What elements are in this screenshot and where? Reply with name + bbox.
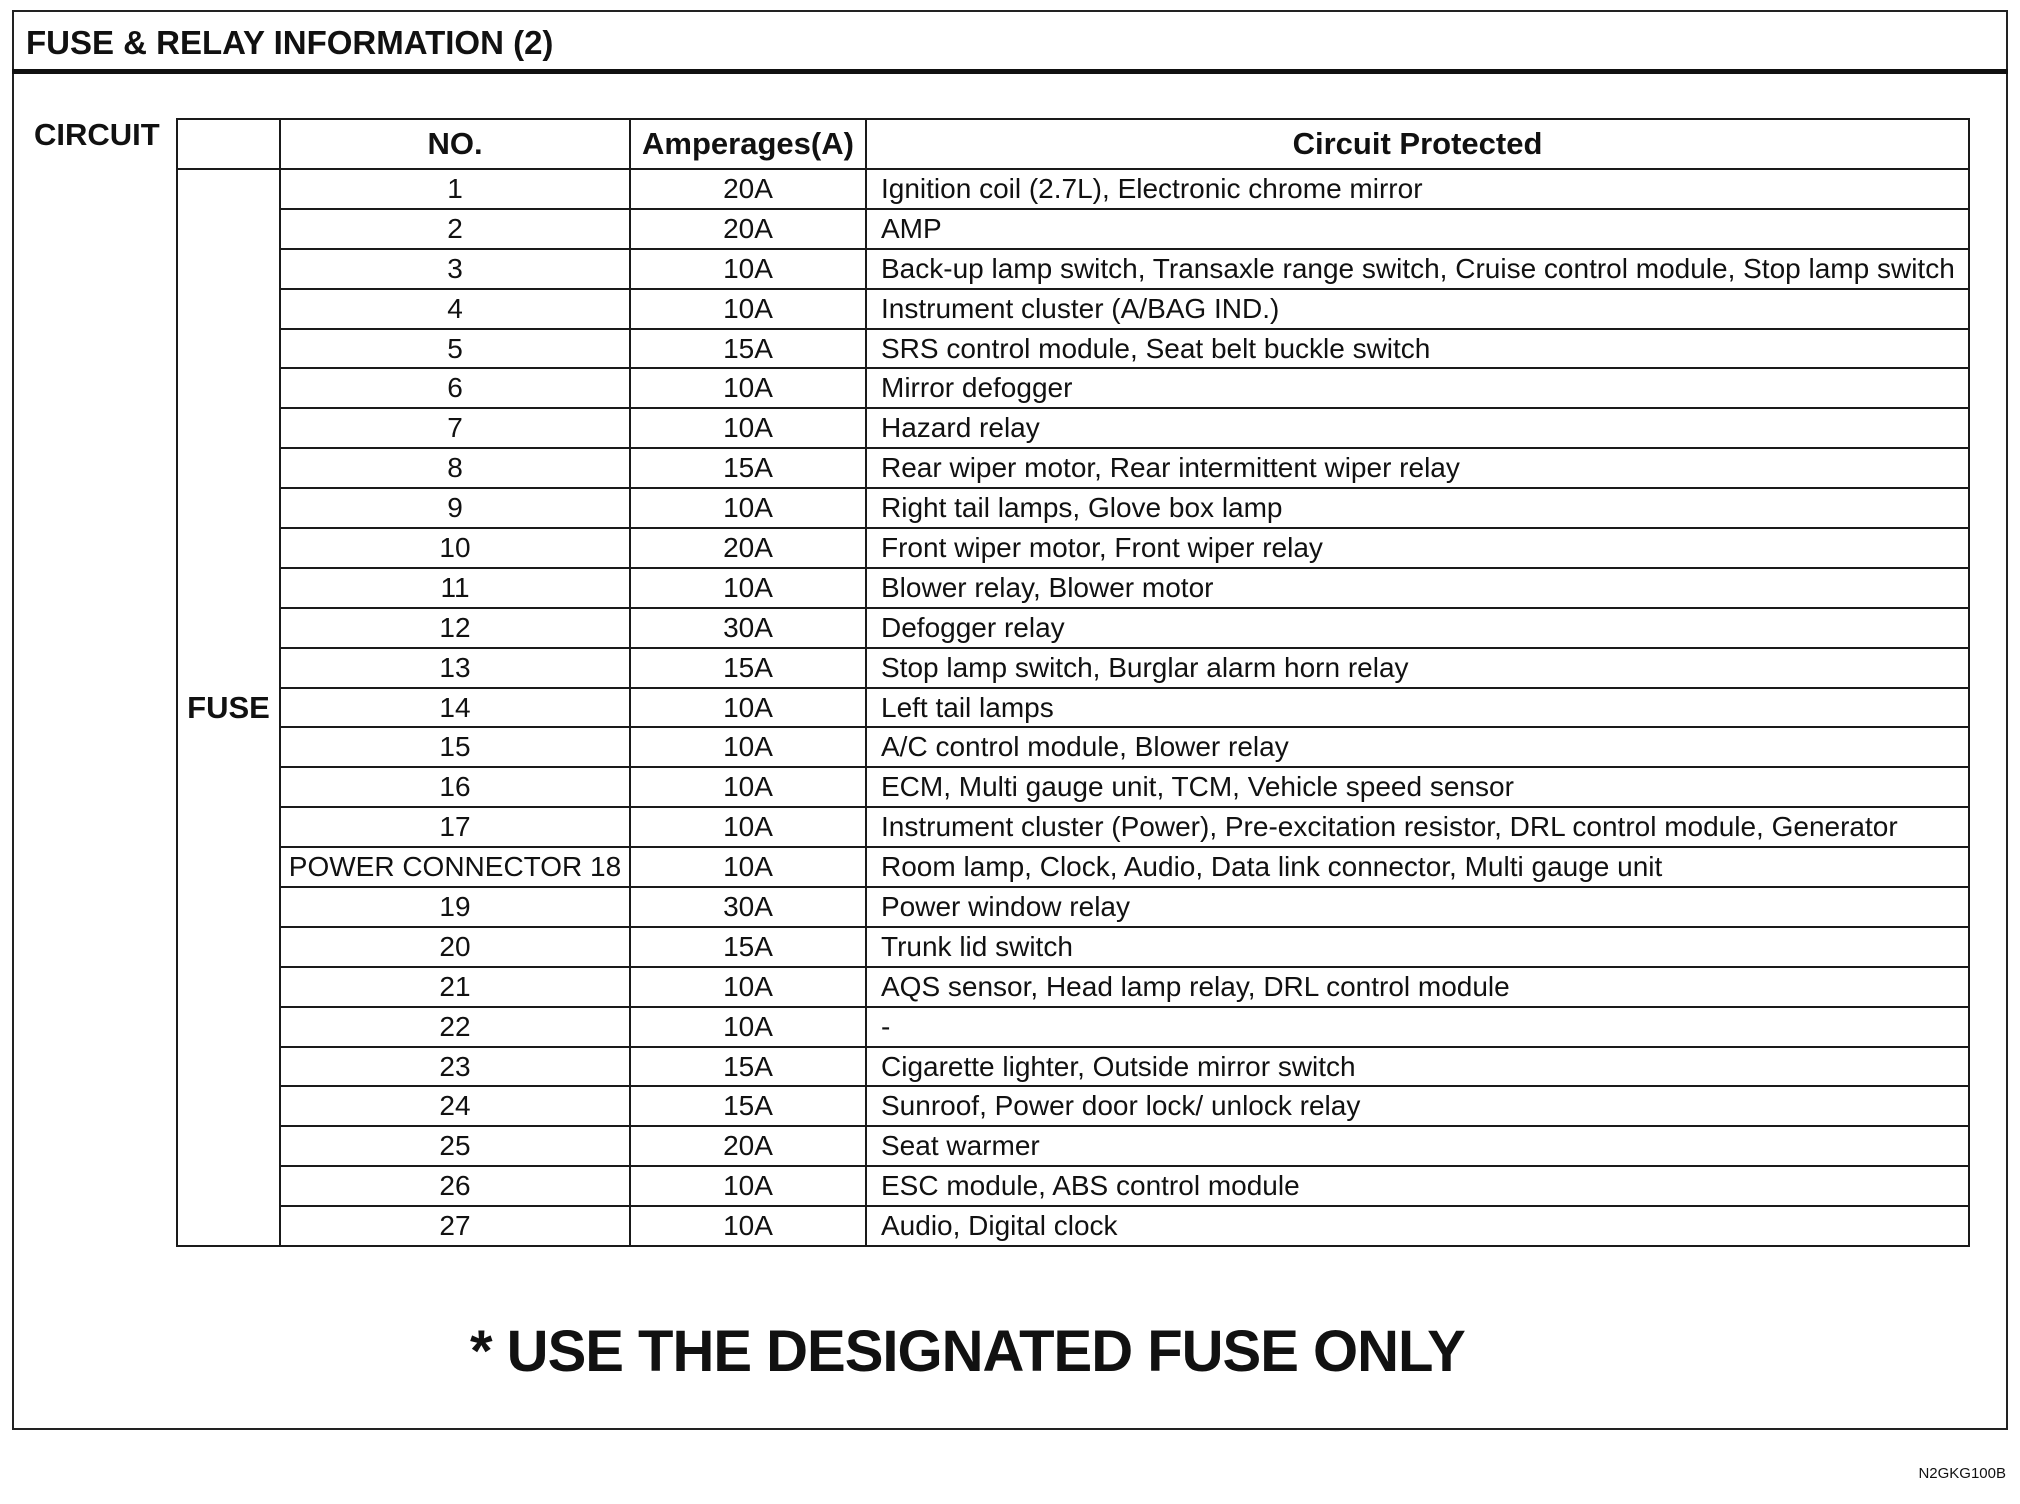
fuse-amperage: 10A xyxy=(630,488,866,528)
table-row xyxy=(177,528,1969,568)
fuse-number: 21 xyxy=(280,967,630,1007)
table-row xyxy=(177,1007,1969,1047)
table-row xyxy=(177,767,1969,807)
fuse-number: 3 xyxy=(280,249,630,289)
table-row xyxy=(177,648,1969,688)
table-row xyxy=(177,847,1969,887)
table-row xyxy=(177,488,1969,528)
footer-warning: * USE THE DESIGNATED FUSE ONLY xyxy=(470,1319,1465,1384)
circuit-protected: Seat warmer xyxy=(866,1126,1969,1166)
fuse-number: 16 xyxy=(280,767,630,807)
fuse-amperage: 10A xyxy=(630,1007,866,1047)
circuit-protected: Rear wiper motor, Rear intermittent wiper relay xyxy=(866,448,1969,488)
table-row xyxy=(177,1206,1969,1246)
fuse-number: 10 xyxy=(280,528,630,568)
circuit-protected: ESC module, ABS control module xyxy=(866,1166,1969,1206)
fuse-number: 6 xyxy=(280,368,630,408)
fuse-amperage: 20A xyxy=(630,528,866,568)
fuse-number: 13 xyxy=(280,648,630,688)
fuse-number: 23 xyxy=(280,1047,630,1087)
circuit-protected: Left tail lamps xyxy=(866,688,1969,728)
fuse-number: 25 xyxy=(280,1126,630,1166)
table-row xyxy=(177,368,1969,408)
circuit-protected: Blower relay, Blower motor xyxy=(866,568,1969,608)
header-circuit-protected: Circuit Protected xyxy=(866,119,1969,169)
fuse-amperage: 30A xyxy=(630,887,866,927)
table-header-row xyxy=(177,119,1969,169)
fuse-amperage: 10A xyxy=(630,289,866,329)
table-row xyxy=(177,249,1969,289)
circuit-protected: A/C control module, Blower relay xyxy=(866,727,1969,767)
table-row xyxy=(177,967,1969,1007)
page-title: FUSE & RELAY INFORMATION (2) xyxy=(26,24,554,61)
fuse-amperage: 10A xyxy=(630,249,866,289)
header-no: NO. xyxy=(280,119,630,169)
fuse-number: POWER CONNECTOR 18 xyxy=(280,847,630,887)
table-row xyxy=(177,1047,1969,1087)
fuse-amperage: 20A xyxy=(630,1126,866,1166)
circuit-label: CIRCUIT xyxy=(34,117,160,152)
fuse-number: 2 xyxy=(280,209,630,249)
fuse-amperage: 20A xyxy=(630,169,866,209)
circuit-protected: Cigarette lighter, Outside mirror switch xyxy=(866,1047,1969,1087)
fuse-amperage: 30A xyxy=(630,608,866,648)
fuse-amperage: 15A xyxy=(630,927,866,967)
table-row xyxy=(177,1166,1969,1206)
fuse-number: 27 xyxy=(280,1206,630,1246)
fuse-number: 9 xyxy=(280,488,630,528)
fuse-amperage: 10A xyxy=(630,767,866,807)
circuit-protected: Defogger relay xyxy=(866,608,1969,648)
fuse-number: 14 xyxy=(280,688,630,728)
fuse-table xyxy=(176,118,1970,1247)
circuit-protected: Room lamp, Clock, Audio, Data link connector, Multi gauge unit xyxy=(866,847,1969,887)
fuse-amperage: 10A xyxy=(630,368,866,408)
table-row xyxy=(177,408,1969,448)
table-row xyxy=(177,608,1969,648)
table-row xyxy=(177,1126,1969,1166)
table-row xyxy=(177,209,1969,249)
fuse-amperage: 15A xyxy=(630,648,866,688)
circuit-protected: ECM, Multi gauge unit, TCM, Vehicle speed sensor xyxy=(866,767,1969,807)
header-amperage: Amperages(A) xyxy=(630,119,866,169)
fuse-amperage: 15A xyxy=(630,448,866,488)
fuse-number: 15 xyxy=(280,727,630,767)
circuit-protected: SRS control module, Seat belt buckle switch xyxy=(866,329,1969,369)
circuit-protected: Mirror defogger xyxy=(866,368,1969,408)
circuit-protected: Ignition coil (2.7L), Electronic chrome mirror xyxy=(866,169,1969,209)
circuit-protected: - xyxy=(866,1007,1969,1047)
fuse-amperage: 10A xyxy=(630,807,866,847)
fuse-number: 22 xyxy=(280,1007,630,1047)
fuse-amperage: 10A xyxy=(630,727,866,767)
circuit-protected: Power window relay xyxy=(866,887,1969,927)
table-body xyxy=(177,169,1969,1246)
table-row xyxy=(177,688,1969,728)
fuse-amperage: 20A xyxy=(630,209,866,249)
fuse-number: 19 xyxy=(280,887,630,927)
fuse-amperage: 10A xyxy=(630,847,866,887)
fuse-amperage: 10A xyxy=(630,568,866,608)
fuse-number: 20 xyxy=(280,927,630,967)
fuse-amperage: 10A xyxy=(630,967,866,1007)
fuse-amperage: 10A xyxy=(630,1206,866,1246)
fuse-number: 4 xyxy=(280,289,630,329)
table-row xyxy=(177,169,1969,209)
fuse-number: 11 xyxy=(280,568,630,608)
fuse-amperage: 15A xyxy=(630,329,866,369)
fuse-group-label: FUSE xyxy=(177,169,280,1246)
table-row xyxy=(177,289,1969,329)
table-row xyxy=(177,927,1969,967)
fuse-number: 26 xyxy=(280,1166,630,1206)
table-row xyxy=(177,727,1969,767)
table-row xyxy=(177,807,1969,847)
fuse-amperage: 10A xyxy=(630,1166,866,1206)
circuit-protected: Sunroof, Power door lock/ unlock relay xyxy=(866,1086,1969,1126)
table-row xyxy=(177,887,1969,927)
fuse-amperage: 10A xyxy=(630,688,866,728)
fuse-number: 8 xyxy=(280,448,630,488)
title-divider xyxy=(12,69,2008,74)
fuse-amperage: 10A xyxy=(630,408,866,448)
fuse-number: 12 xyxy=(280,608,630,648)
table-row xyxy=(177,568,1969,608)
fuse-number: 7 xyxy=(280,408,630,448)
fuse-amperage: 15A xyxy=(630,1086,866,1126)
circuit-protected: Instrument cluster (Power), Pre-excitation resistor, DRL control module, Generator xyxy=(866,807,1969,847)
table-row xyxy=(177,1086,1969,1126)
fuse-number: 1 xyxy=(280,169,630,209)
document-code: N2GKG100B xyxy=(1918,1465,2006,1482)
circuit-protected: AMP xyxy=(866,209,1969,249)
circuit-protected: Back-up lamp switch, Transaxle range switch, Cruise control module, Stop lamp switch xyxy=(866,249,1969,289)
fuse-number: 17 xyxy=(280,807,630,847)
circuit-protected: Hazard relay xyxy=(866,408,1969,448)
header-type-cell xyxy=(177,119,280,169)
fuse-amperage: 15A xyxy=(630,1047,866,1087)
fuse-number: 5 xyxy=(280,329,630,369)
table-row xyxy=(177,448,1969,488)
circuit-protected: AQS sensor, Head lamp relay, DRL control module xyxy=(866,967,1969,1007)
circuit-protected: Right tail lamps, Glove box lamp xyxy=(866,488,1969,528)
fuse-number: 24 xyxy=(280,1086,630,1126)
circuit-protected: Trunk lid switch xyxy=(866,927,1969,967)
circuit-protected: Instrument cluster (A/BAG IND.) xyxy=(866,289,1969,329)
table-row xyxy=(177,329,1969,369)
circuit-protected: Audio, Digital clock xyxy=(866,1206,1969,1246)
circuit-protected: Front wiper motor, Front wiper relay xyxy=(866,528,1969,568)
circuit-protected: Stop lamp switch, Burglar alarm horn relay xyxy=(866,648,1969,688)
